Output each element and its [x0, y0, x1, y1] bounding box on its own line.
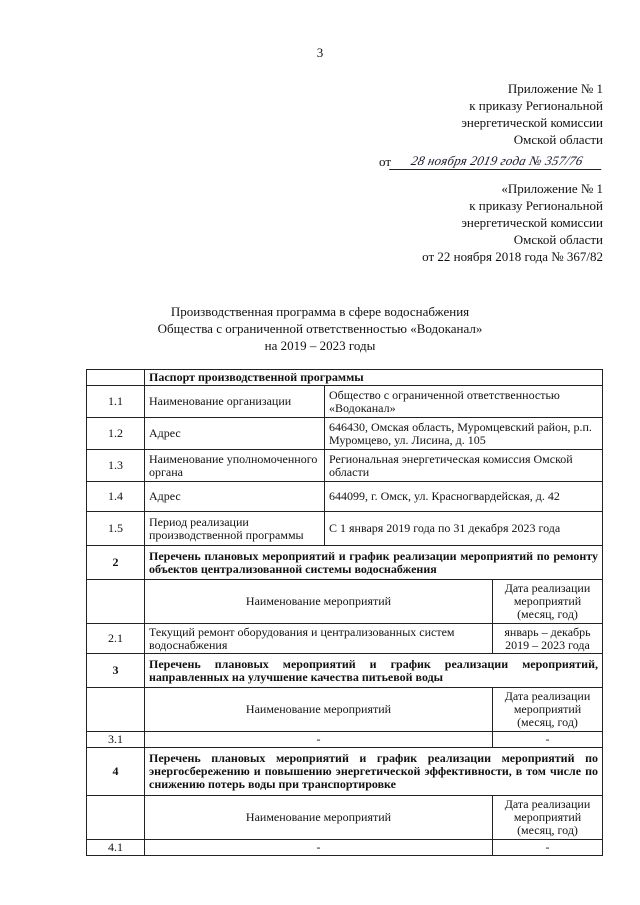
program-table [86, 369, 603, 856]
section-number: 3 [87, 654, 145, 688]
row-value: С 1 января 2019 года по 31 декабря 2023 года [325, 512, 603, 546]
row-value: Общество с ограниченной ответственностью «Водоканал» [325, 386, 603, 418]
row-number: 1.2 [87, 418, 145, 450]
title-line: Общества с ограниченной ответственностью «Водоканал» [157, 321, 483, 336]
row-value: Региональная энергетическая комиссия Омской области [325, 450, 603, 482]
row-label: Наименование уполномоченного органа [145, 450, 325, 482]
row-number: 1.5 [87, 512, 145, 546]
row-label: Адрес [145, 482, 325, 512]
row-number: 1.4 [87, 482, 145, 512]
column-header-date: Дата реализации мероприятий (месяц, год) [493, 688, 603, 732]
annex-block-previous [422, 180, 603, 265]
document-title [0, 303, 640, 354]
row-number: 4.1 [87, 840, 145, 856]
empty-cell [87, 688, 145, 732]
measure-name: Текущий ремонт оборудования и централизованных систем водоснабжения [145, 624, 493, 654]
empty-cell [87, 580, 145, 624]
annex-date-line [379, 152, 603, 170]
column-header-name: Наименование мероприятий [145, 796, 493, 840]
row-label: Адрес [145, 418, 325, 450]
measure-date: - [493, 732, 603, 748]
empty-cell [87, 796, 145, 840]
measure-date: - [493, 840, 603, 856]
row-label: Период реализации производственной программы [145, 512, 325, 546]
section-number: 2 [87, 546, 145, 580]
column-header-date: Дата реализации мероприятий (месяц, год) [493, 796, 603, 840]
row-label: Наименование организации [145, 386, 325, 418]
column-header-name: Наименование мероприятий [145, 688, 493, 732]
section-heading: Перечень плановых мероприятий и график реализации мероприятий по ремонту объектов централизованной системы водоснабжения [145, 546, 603, 580]
column-header-date: Дата реализации мероприятий (месяц, год) [493, 580, 603, 624]
annex-line: энергетической комиссии [461, 115, 603, 130]
date-prefix: от [378, 154, 391, 169]
annex-line: Приложение № 1 [507, 81, 603, 96]
measure-name: - [145, 732, 493, 748]
section-heading: Перечень плановых мероприятий и график реализации мероприятий по энергосбережению и повышению энергетической эффективности, в том числе по снижению потерь воды при транспортировке [145, 748, 603, 796]
handwritten-date-number: 28 ноября 2019 года № 357/76 [389, 152, 605, 170]
page-number: 3 [316, 45, 324, 60]
annex-block-current [379, 80, 603, 170]
section-heading: Перечень плановых мероприятий и график реализации мероприятий, направленных на улучшение качества питьевой воды [145, 654, 603, 688]
title-line: на 2019 – 2023 годы [264, 338, 376, 353]
empty-cell [87, 370, 145, 386]
column-header-name: Наименование мероприятий [145, 580, 493, 624]
annex-line: к приказу Региональной [469, 98, 603, 113]
row-number: 2.1 [87, 624, 145, 654]
row-value: 644099, г. Омск, ул. Красногвардейская, д. 42 [325, 482, 603, 512]
title-line: Производственная программа в сфере водоснабжения [170, 304, 470, 319]
annex-line: «Приложение № 1 [501, 181, 603, 196]
annex-line: от 22 ноября 2018 года № 367/82 [422, 249, 603, 264]
measure-date: январь – декабрь 2019 – 2023 года [493, 624, 603, 654]
measure-name: - [145, 840, 493, 856]
row-value: 646430, Омская область, Муромцевский район, р.п. Муромцево, ул. Лисина, д. 105 [325, 418, 603, 450]
section-number: 4 [87, 748, 145, 796]
annex-line: энергетической комиссии [461, 215, 603, 230]
annex-line: Омской области [513, 132, 603, 147]
annex-line: к приказу Региональной [469, 198, 603, 213]
row-number: 1.3 [87, 450, 145, 482]
row-number: 1.1 [87, 386, 145, 418]
row-number: 3.1 [87, 732, 145, 748]
annex-line: Омской области [513, 232, 603, 247]
passport-header: Паспорт производственной программы [145, 370, 603, 386]
